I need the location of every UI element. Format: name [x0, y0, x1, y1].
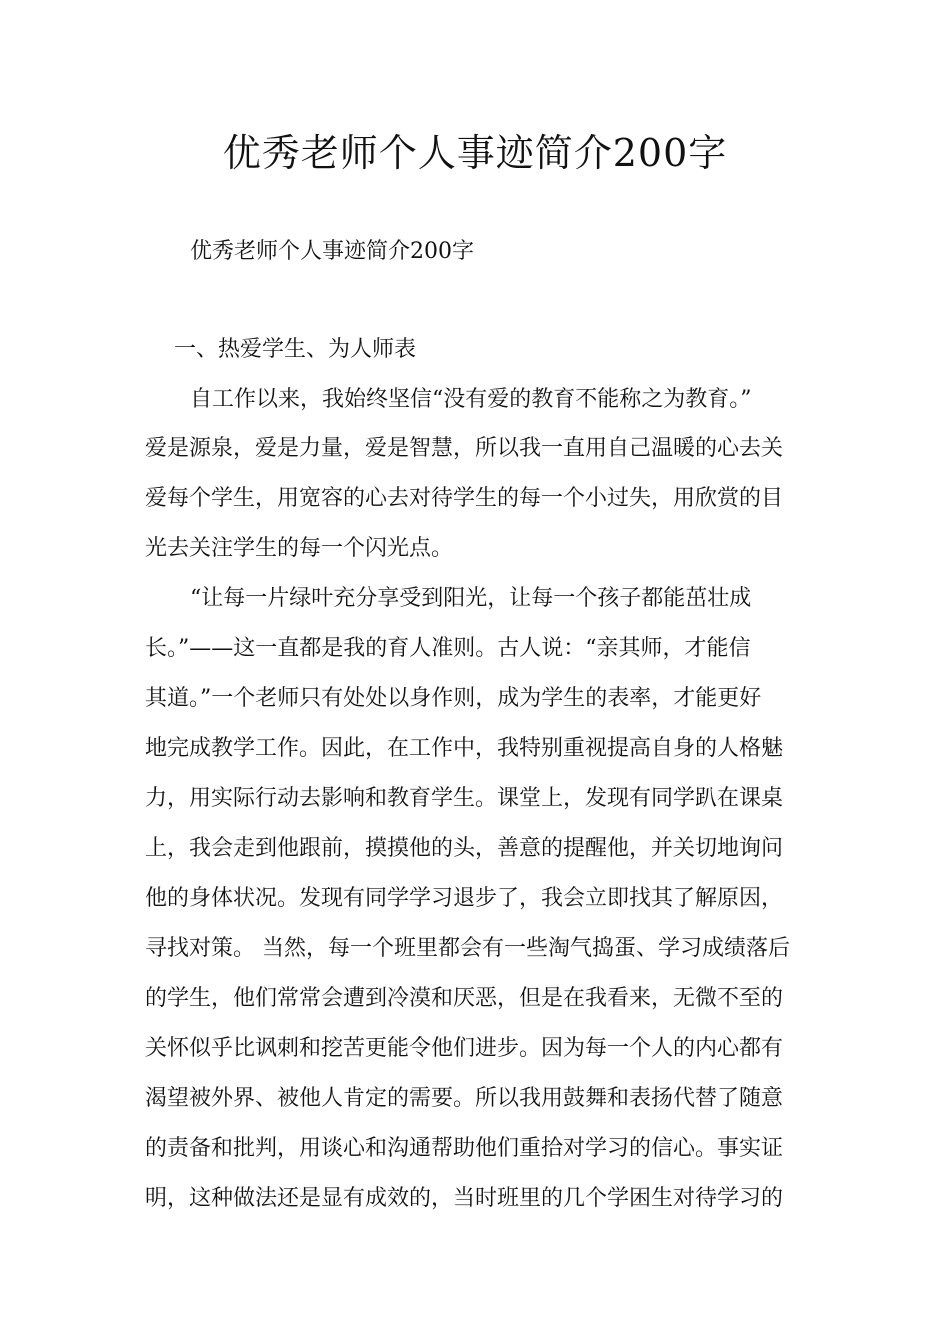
body-line: 力，用实际行动去影响和教育学生。课堂上，发现有同学趴在课桌: [145, 786, 784, 811]
section-heading: 一、热爱学生、为人师表: [174, 337, 417, 362]
body-line: 的学生，他们常常会遭到冷漠和厌恶，但是在我看来，无微不至的: [145, 986, 784, 1011]
body-line: 光去关注学生的每一个闪光点。: [145, 536, 454, 561]
document-title: 优秀老师个人事迹简介200字: [222, 131, 728, 175]
body-line: 的责备和批判，用谈心和沟通帮助他们重拾对学习的信心。事实证: [145, 1136, 784, 1161]
body-line: 其道。”一个老师只有处处以身作则，成为学生的表率，才能更好: [145, 686, 762, 711]
body-line: 关怀似乎比讽刺和挖苦更能令他们进步。因为每一个人的内心都有: [145, 1036, 784, 1061]
body-line: 自工作以来，我始终坚信“没有爱的教育不能称之为教育。”: [190, 387, 752, 412]
body-line: 爱每个学生，用宽容的心去对待学生的每一个小过失，用欣赏的目: [145, 486, 784, 511]
body-line: 爱是源泉，爱是力量，爱是智慧，所以我一直用自己温暖的心去关: [145, 436, 784, 461]
body-line: “让每一片绿叶充分享受到阳光，让每一个孩子都能茁壮成: [190, 586, 752, 611]
document-subtitle: 优秀老师个人事迹简介200字: [190, 239, 474, 264]
body-line: 寻找对策。 当然，每一个班里都会有一些淘气捣蛋、学习成绩落后: [145, 936, 790, 961]
body-line: 地完成教学工作。因此，在工作中，我特别重视提高自身的人格魅: [145, 736, 784, 761]
body-line: 他的身体状况。发现有同学学习退步了，我会立即找其了解原因，: [145, 886, 784, 911]
body-line: 长。”——这一直都是我的育人准则。古人说：“亲其师，才能信: [145, 636, 751, 661]
body-line: 渴望被外界、被他人肯定的需要。所以我用鼓舞和表扬代替了随意: [145, 1086, 784, 1111]
body-line: 明，这种做法还是显有成效的，当时班里的几个学困生对待学习的: [145, 1186, 784, 1211]
body-line: 上，我会走到他跟前，摸摸他的头，善意的提醒他，并关切地询问: [145, 836, 784, 861]
